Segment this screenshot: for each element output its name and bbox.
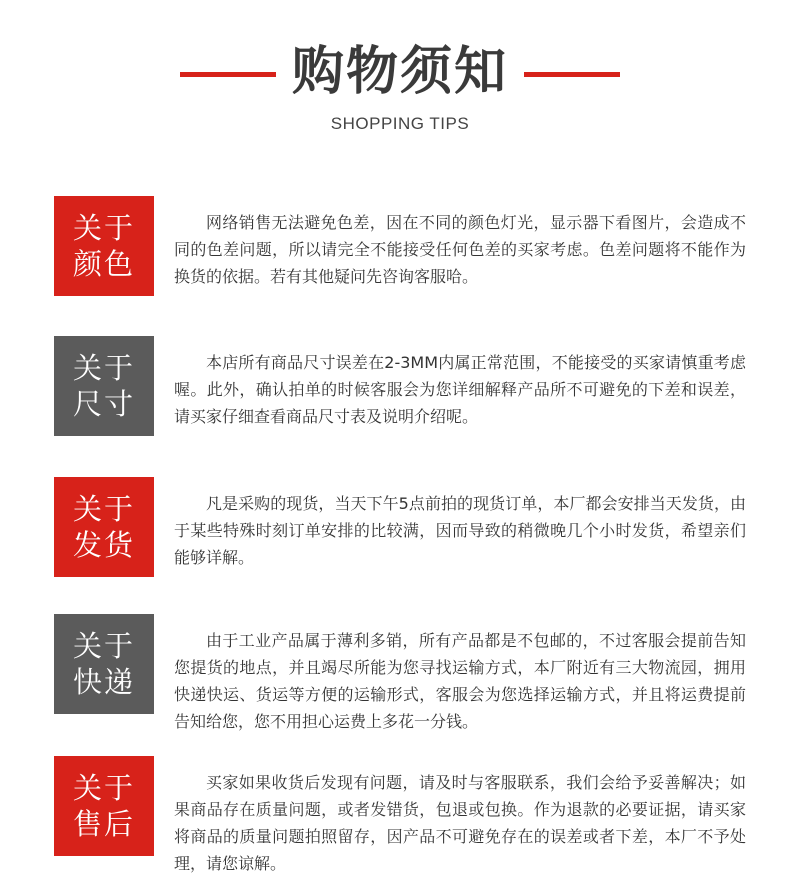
badge-label-line1: 关于 [72, 629, 135, 663]
section-after-sales [0, 756, 800, 873]
section-text: 买家如果收货后发现有问题，请及时与客服联系，我们会给予妥善解决；如果商品存在质量问题，或者发错货，包退或包换。作为退款的必要证据，请买家将商品的质量问题拍照留存，因产品不可避免存在的误差或者下差，本厂不予处理，请您谅解。 [174, 773, 746, 873]
section-badge [54, 614, 154, 714]
section-size [0, 336, 800, 436]
section-color [0, 196, 800, 296]
section-text: 凡是采购的现货，当天下午5点前拍的现货订单，本厂都会安排当天发货，由于某些特殊时刻订单安排的比较满，因而导致的稍微晚几个小时发货，希望亲们能够详解。 [174, 494, 746, 567]
title-left-rule [180, 72, 276, 77]
section-badge [54, 336, 154, 436]
section-badge [54, 477, 154, 577]
section-badge [54, 756, 154, 856]
title-right-rule [524, 72, 620, 77]
section-text: 网络销售无法避免色差，因在不同的颜色灯光，显示器下看图片，会造成不同的色差问题，所以请完全不能接受任何色差的买家考虑。色差问题将不能作为换货的依据。若有其他疑问先咨询客服哈。 [174, 213, 746, 286]
badge-label-line2: 发货 [72, 528, 135, 562]
page-subtitle: SHOPPING TIPS [330, 114, 470, 133]
badge-label-line1: 关于 [72, 771, 135, 805]
section-shipping [0, 477, 800, 577]
badge-label-line2: 售后 [72, 807, 135, 841]
badge-label-line2: 尺寸 [72, 387, 135, 421]
badge-label-line1: 关于 [72, 351, 135, 385]
section-badge [54, 196, 154, 296]
badge-label-line1: 关于 [72, 211, 135, 245]
badge-label-line1: 关于 [72, 492, 135, 526]
page-header [0, 0, 800, 150]
section-text: 本店所有商品尺寸误差在2-3MM内属正常范围，不能接受的买家请慎重考虑喔。此外，确认拍单的时候客服会为您详细解释产品所不可避免的下差和误差，请买家仔细查看商品尺寸表及说明介绍呢。 [174, 353, 746, 426]
badge-label-line2: 颜色 [72, 247, 135, 281]
section-courier [0, 614, 800, 731]
page-title: 购物须知 [291, 42, 508, 102]
badge-label-line2: 快递 [72, 665, 135, 699]
section-text: 由于工业产品属于薄利多销，所有产品都是不包邮的，不过客服会提前告知您提货的地点，并且竭尽所能为您寻找运输方式，本厂附近有三大物流园，拥用快递快运、货运等方便的运输形式，客服会为您选择运输方式，并且将运费提前告知给您，您不用担心运费上多花一分钱。 [174, 631, 746, 731]
